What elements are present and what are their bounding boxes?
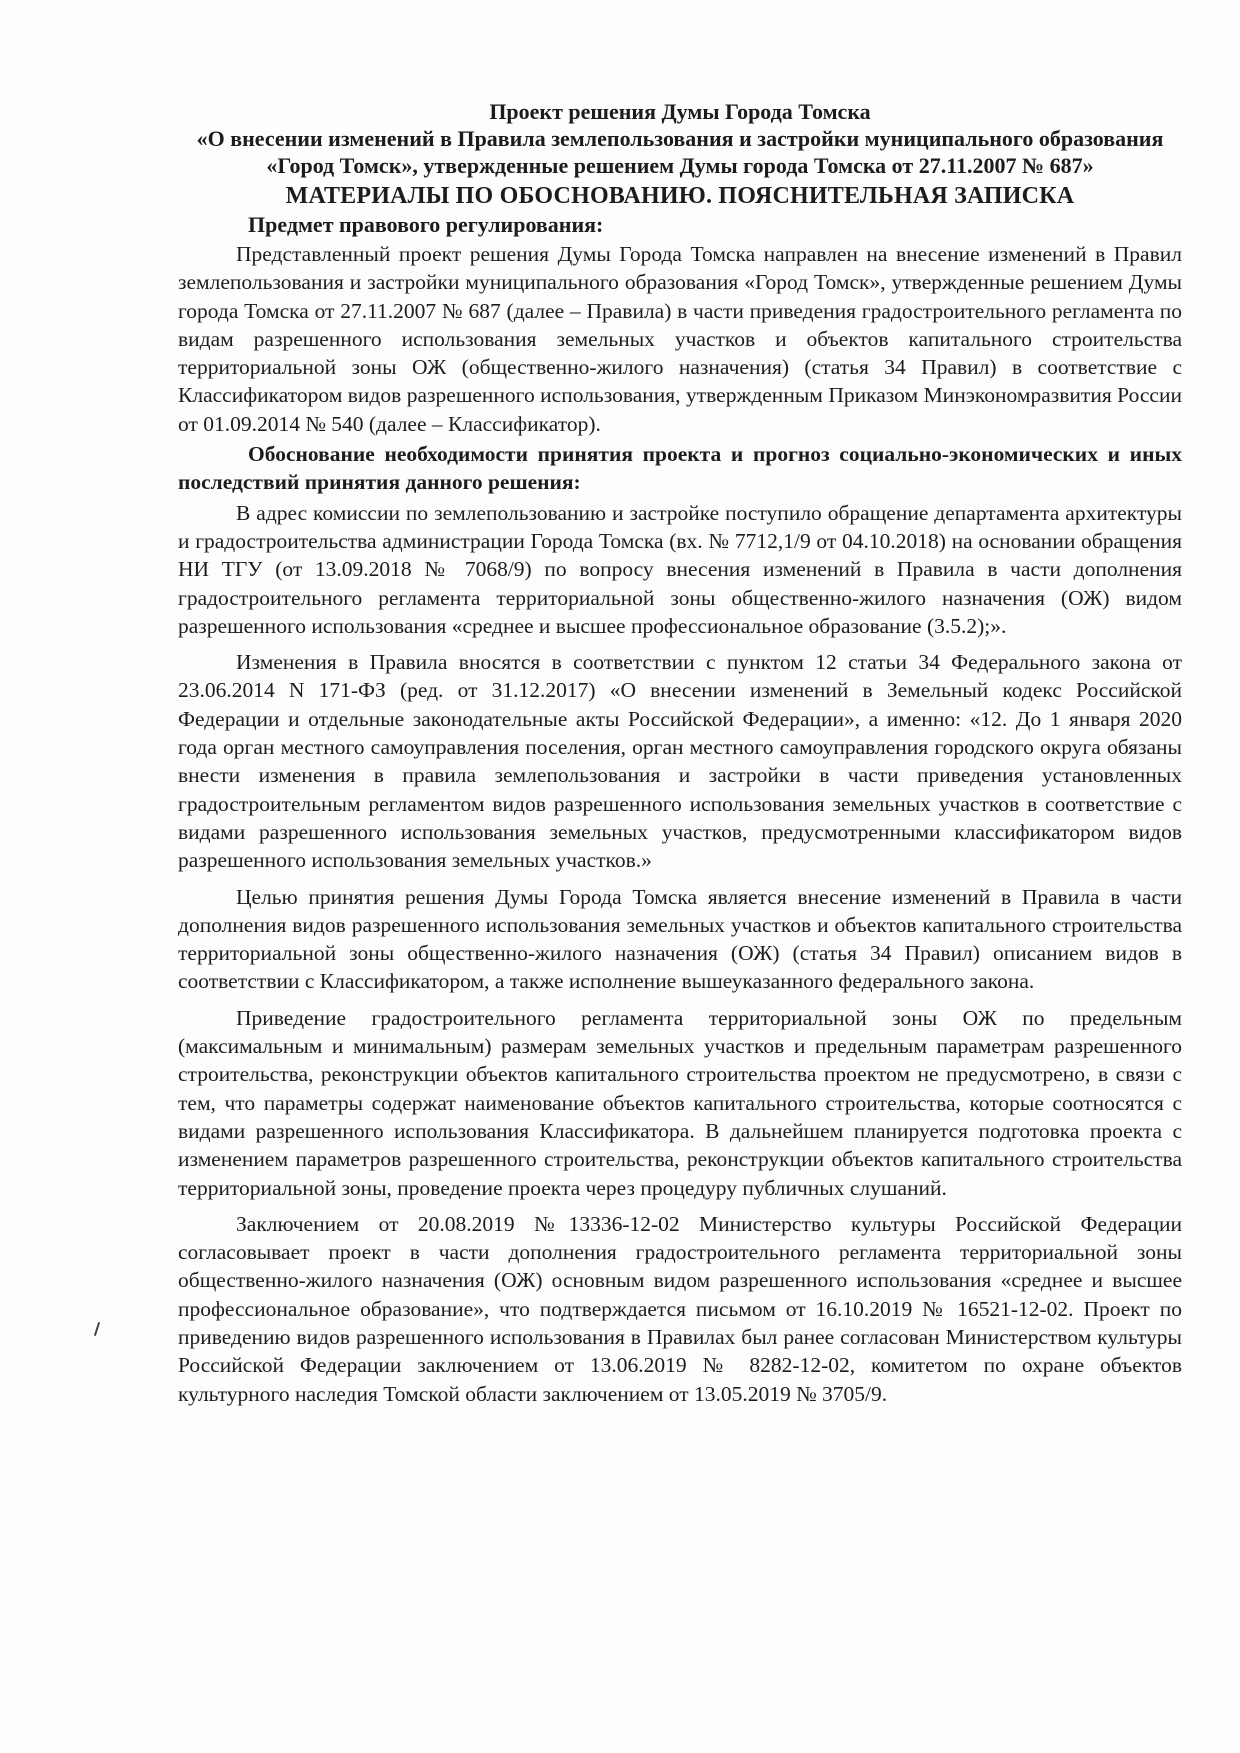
margin-pen-mark — [94, 1322, 100, 1336]
header-title: Проект решения Думы Города Томска — [489, 99, 871, 124]
paragraph: Приведение градостроительного регламента территориальной зоны ОЖ по предельным (максимальным и минимальным) размерам земельных участков и предельным параметрам разрешенного строительства, реконструкции объектов капитального строительства проектом не предусмотрено, в связи с тем, что параметры содержат наименование объектов капитального строительства, которые соотносятся с видами разрешенного использования Классификатора. В дальнейшем планируется подготовка проекта с изменением параметров разрешенного строительства, реконструкции объектов капитального строительства территориальной зоны, проведение проекта через процедуру публичных слушаний. — [178, 1005, 1182, 1200]
subject-paragraph: Представленный проект решения Думы Города Томска направлен на внесение изменений в Правил землепользования и застройки муниципального образования «Город Томск», утвержденные решением Думы города Томска от 27.11.2007 № 687 (далее – Правила) в части приведения градостроительного регламента по видам разрешенного использования земельных участков и объектов капитального строительства территориальной зоны ОЖ (общественно-жилого назначения) (статья 34 Правил) в соответствие с Классификатором видов разрешенного использования, утвержденным Приказом Минэкономразвития России от 01.09.2014 № 540 (далее – Классификатор). — [178, 242, 1182, 436]
subject-heading: Предмет правового регулирования: — [248, 212, 604, 237]
document-body — [178, 98, 1182, 1408]
document-header — [178, 98, 1182, 179]
section-title: МАТЕРИАЛЫ ПО ОБОСНОВАНИЮ. ПОЯСНИТЕЛЬНАЯ ЗАПИСКА — [285, 183, 1075, 209]
paragraph: Заключением от 20.08.2019 №13336-12-02 Министерство культуры Российской Федерации согласовывает проект в части дополнения градостроительного регламента территориальной зоны общественно-жилого назначения (ОЖ) основным видом разрешенного использования «среднее и высшее профессиональное образование», что подтверждается письмом от 16.10.2019 № 16521-12-02. Проект по приведению видов разрешенного использования в Правилах был ранее согласован Министерством культуры Российской Федерации заключением от 13.06.2019 № 8282-12-02, комитетом по охране объектов культурного наследия Томской области заключением от 13.05.2019 № 3705/9. — [178, 1211, 1182, 1406]
paragraph: В адрес комиссии по землепользованию и застройке поступило обращение департамента архитектуры и градостроительства администрации Города Томска (вх. № 7712,1/9 от 04.10.2018) на основании обращения НИ ТГУ (от 13.09.2018 № 7068/9) по вопросу внесения изменений в Правила в части дополнения градостроительного регламента территориальной зоны общественно-жилого назначения (ОЖ) видом разрешенного использования «среднее и высшее профессиональное образование (3.5.2);». — [178, 500, 1182, 638]
paragraph: Изменения в Правила вносятся в соответствии с пунктом 12 статьи 34 Федерального закона от 23.06.2014 N 171-ФЗ (ред. от 31.12.2017) «О внесении изменений в Земельный кодекс Российской Федерации и отдельные законодательные акты Российской Федерации», а именно: «12. До 1 января 2020 года орган местного самоуправления поселения, орган местного самоуправления городского округа обязаны внести изменения в правила землепользования и застройки в части приведения установленных градостроительным регламентом видов разрешенного использования земельных участков в соответствие с видами разрешенного использования земельных участков, предусмотренными классификатором видов разрешенного использования земельных участков.» — [178, 650, 1182, 873]
header-subtitle: «О внесении изменений в Правила землепользования и застройки муниципального образования «Город Томск», утвержденные решением Думы города Томска от 27.11.2007 № 687» — [196, 126, 1164, 178]
paragraph: Целью принятия решения Думы Города Томска является внесение изменений в Правила в части дополнения видов разрешенного использования земельных участков и объектов капитального строительства территориальной зоны общественно-жилого назначения (ОЖ) (статья 34 Правил) описанием видов в соответствии с Классификатором, а также исполнение вышеуказанного федерального закона. — [178, 884, 1182, 994]
justification-heading: Обоснование необходимости принятия проекта и прогноз социально-экономических и иных последствий принятия данного решения: — [178, 442, 1182, 495]
